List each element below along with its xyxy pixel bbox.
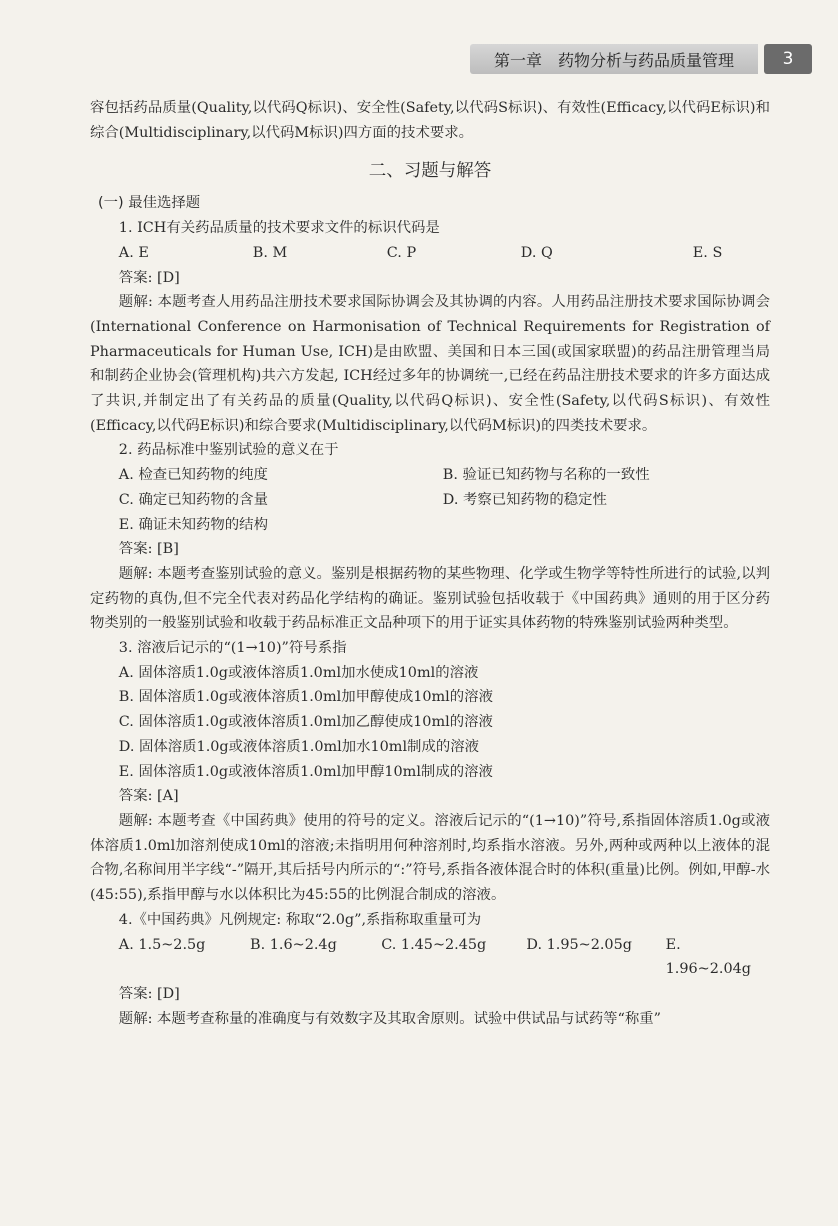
question-3-stem: 3. 溶液后记示的“(1→10)”符号系指 [118,640,347,657]
page-content [90,96,770,1031]
question-1-stem: 1. ICH有关药品质量的技术要求文件的标识代码是 [118,220,440,237]
q1-option-e: E. S [692,244,723,261]
q2-option-a: A. 检查已知药物的纯度 [118,467,268,484]
q4-option-d: D. 1.95~2.05g [526,936,632,953]
question-1-explanation: 题解: 本题考查人用药品注册技术要求国际协调会及其协调的内容。人用药品注册技术要求国际协调会(International Conference on Harmonisation of Technical Requirements for Registration of Pharmaceuticals for Human Use, ICH)是由欧盟、美国和日本三国(或国家联盟)的药品注册管理当局和制药企业协会(管理机构)共六方发起, ICH经过多年的协调统一,已经在药品注册技术要求的许多方面达成了共识,并制定出了有关药品的质量(Quality,以代码Q标识)、安全性(Safety,以代码S标识)、有效性(Efficacy,以代码E标识)和综合要求(Multidisciplinary,以代码M标识)的四类技术要求。 [90,294,770,434]
question-2-stem: 2. 药品标准中鉴别试验的意义在于 [118,442,339,459]
question-4-options [90,933,770,982]
q3-option-e: E. 固体溶质1.0g或液体溶质1.0ml加甲醇10ml制成的溶液 [118,763,493,780]
section-title: 二、习题与解答 [368,161,492,182]
question-2-explanation: 题解: 本题考查鉴别试验的意义。鉴别是根据药物的某些物理、化学或生物学等特性所进行的试验,以判定药物的真伪,但不完全代表对药品化学结构的确证。鉴别试验包括收载于《中国药典》通则的用于区分药物类别的一般鉴别试验和收载于药品标准正文品种项下的用于证实具体药物的特殊鉴别试验两种类型。 [90,565,770,632]
chapter-header [470,44,758,74]
question-2-options [90,463,770,537]
q4-option-a: A. 1.5~2.5g [118,936,206,953]
q1-option-a: A. E [118,244,149,261]
q1-option-c: C. P [386,244,417,261]
q4-option-e: E. 1.96~2.04g [665,936,751,978]
page-number-badge [764,44,812,74]
question-4-answer: 答案: [D] [118,985,180,1002]
q2-option-c: C. 确定已知药物的含量 [118,491,268,508]
chapter-title: 第一章 药物分析与药品质量管理 [493,50,734,70]
question-3-explanation: 题解: 本题考查《中国药典》使用的符号的定义。溶液后记示的“(1→10)”符号,系指固体溶质1.0g或液体溶质1.0ml加溶剂使成10ml的溶液;未指明用何种溶剂时,均系指水溶液。另外,两种或两种以上液体的混合物,名称间用半字线“-”隔开,其后括号内所示的“:”符号,系指各液体混合时的体积(重量)比例。例如,甲醇-水(45:55),系指甲醇与水以体积比为45:55的比例混合制成的溶液。 [90,812,770,904]
question-4-explanation: 题解: 本题考查称量的准确度与有效数字及其取舍原则。试验中供试品与试药等“称重” [118,1010,661,1027]
q4-option-c: C. 1.45~2.45g [381,936,487,953]
question-1-options [90,241,770,266]
q3-option-b: B. 固体溶质1.0g或液体溶质1.0ml加甲醇使成10ml的溶液 [118,689,493,706]
question-3-answer: 答案: [A] [118,788,179,805]
q3-option-c: C. 固体溶质1.0g或液体溶质1.0ml加乙醇使成10ml的溶液 [118,714,493,731]
q2-option-d: D. 考察已知药物的稳定性 [442,491,607,508]
question-4-stem: 4.《中国药典》凡例规定: 称取“2.0g”,系指称取重量可为 [118,911,482,928]
q3-option-d: D. 固体溶质1.0g或液体溶质1.0ml加水10ml制成的溶液 [118,738,480,755]
q4-option-b: B. 1.6~2.4g [250,936,337,953]
question-2-answer: 答案: [B] [118,541,179,558]
q3-option-a: A. 固体溶质1.0g或液体溶质1.0ml加水使成10ml的溶液 [118,664,479,681]
q2-option-b: B. 验证已知药物与名称的一致性 [442,467,650,484]
q1-option-b: B. M [252,244,288,261]
page-number: 3 [782,49,794,69]
question-3-options [90,661,770,785]
intro-paragraph: 容包括药品质量(Quality,以代码Q标识)、安全性(Safety,以代码S标识)、有效性(Efficacy,以代码E标识)和综合(Multidisciplinary,以代码M标识)四方面的技术要求。 [90,100,770,141]
q2-option-e: E. 确证未知药物的结构 [118,516,268,533]
question-1-answer: 答案: [D] [118,269,180,286]
q1-option-d: D. Q [520,244,553,261]
subsection-title: (一) 最佳选择题 [98,195,201,212]
